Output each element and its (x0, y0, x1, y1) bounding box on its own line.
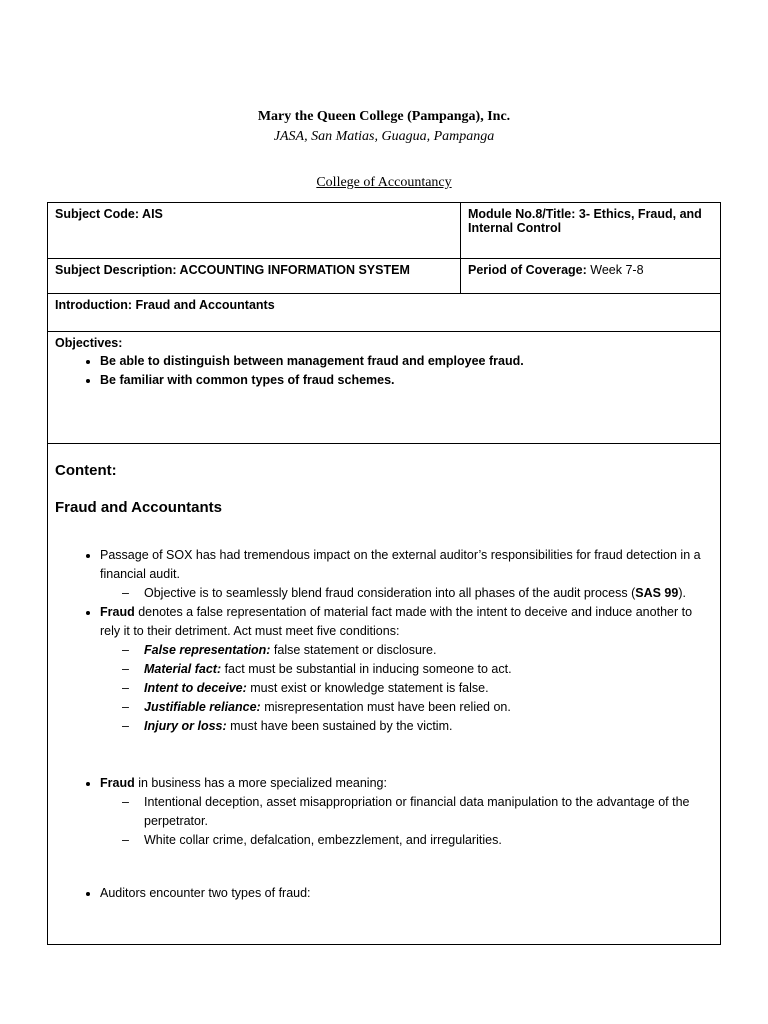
bullet-text: Passage of SOX has had tremendous impact on the external auditor’s responsibilities for fraud detection in a financial audit. (100, 548, 701, 581)
fraud-term: Fraud (100, 605, 135, 619)
period-value: Week 7-8 (586, 263, 644, 277)
period-cell (461, 259, 721, 294)
list-item: • Auditors encounter two types of fraud: (100, 884, 713, 903)
college-address: JASA, San Matias, Guagua, Pampanga (273, 129, 495, 144)
sub-list-item: – Intentional deception, asset misappropriation or financial data manipulation to the advantage of the perpetrator. (144, 793, 713, 831)
condition-term: False representation: (144, 643, 271, 657)
sub-item-text: Objective is to seamlessly blend fraud consideration into all phases of the audit process ( (144, 586, 636, 600)
fraud-term: Fraud (100, 776, 135, 790)
objectives-cell (48, 332, 721, 444)
condition-desc: must have been sustained by the victim. (226, 719, 453, 733)
subject-description-cell: Subject Description: ACCOUNTING INFORMATION SYSTEM (48, 259, 461, 294)
condition-term: Material fact: (144, 662, 222, 676)
objective-item: • Be able to distinguish between management fraud and employee fraud. (100, 352, 713, 371)
content-list (55, 546, 713, 903)
condition-term: Intent to deceive: (144, 681, 247, 695)
list-item (100, 546, 713, 603)
module-title-cell: Module No.8/Title: 3- Ethics, Fraud, and Internal Control (461, 203, 721, 259)
condition-term: Justifiable reliance: (144, 700, 261, 714)
condition-item (144, 698, 713, 717)
sas-reference: SAS 99 (635, 586, 679, 600)
condition-desc: false statement or disclosure. (270, 643, 437, 657)
condition-item (144, 641, 713, 660)
content-heading: Content: (55, 462, 117, 479)
sub-item-end: ). (678, 586, 686, 600)
condition-desc: fact must be substantial in inducing someone to act. (221, 662, 512, 676)
subject-code-cell: Subject Code: AIS (48, 203, 461, 259)
introduction-cell: Introduction: Fraud and Accountants (48, 294, 721, 332)
condition-item (144, 717, 713, 736)
spacer (100, 850, 713, 884)
sub-list (100, 584, 713, 603)
college-name: Mary the Queen College (Pampanga), Inc. (257, 109, 511, 124)
module-table (47, 202, 721, 945)
condition-item (144, 679, 713, 698)
bullet-text: denotes a false representation of material fact made with the intent to deceive and induce another to rely it to their detriment. Act must meet five conditions: (100, 605, 693, 638)
conditions-list (100, 641, 713, 736)
objectives-list (55, 352, 713, 390)
condition-desc: misrepresentation must have been relied on. (260, 700, 511, 714)
condition-term: Injury or loss: (144, 719, 227, 733)
objectives-label: Objectives: (55, 336, 123, 350)
college-department: College of Accountancy (316, 175, 452, 190)
section-title: Fraud and Accountants (55, 499, 222, 516)
period-label: Period of Coverage: (468, 263, 587, 277)
condition-desc: must exist or knowledge statement is false. (246, 681, 489, 695)
content-cell (48, 444, 721, 945)
sub-list-item: – White collar crime, defalcation, embezzlement, and irregularities. (144, 831, 713, 850)
condition-item (144, 660, 713, 679)
sub-list (100, 793, 713, 850)
spacer (100, 736, 713, 774)
bullet-text: in business has a more specialized meaning: (134, 776, 387, 790)
objective-item: • Be familiar with common types of fraud schemes. (100, 371, 713, 390)
sub-list-item (144, 584, 713, 603)
list-item (100, 774, 713, 884)
list-item (100, 603, 713, 774)
